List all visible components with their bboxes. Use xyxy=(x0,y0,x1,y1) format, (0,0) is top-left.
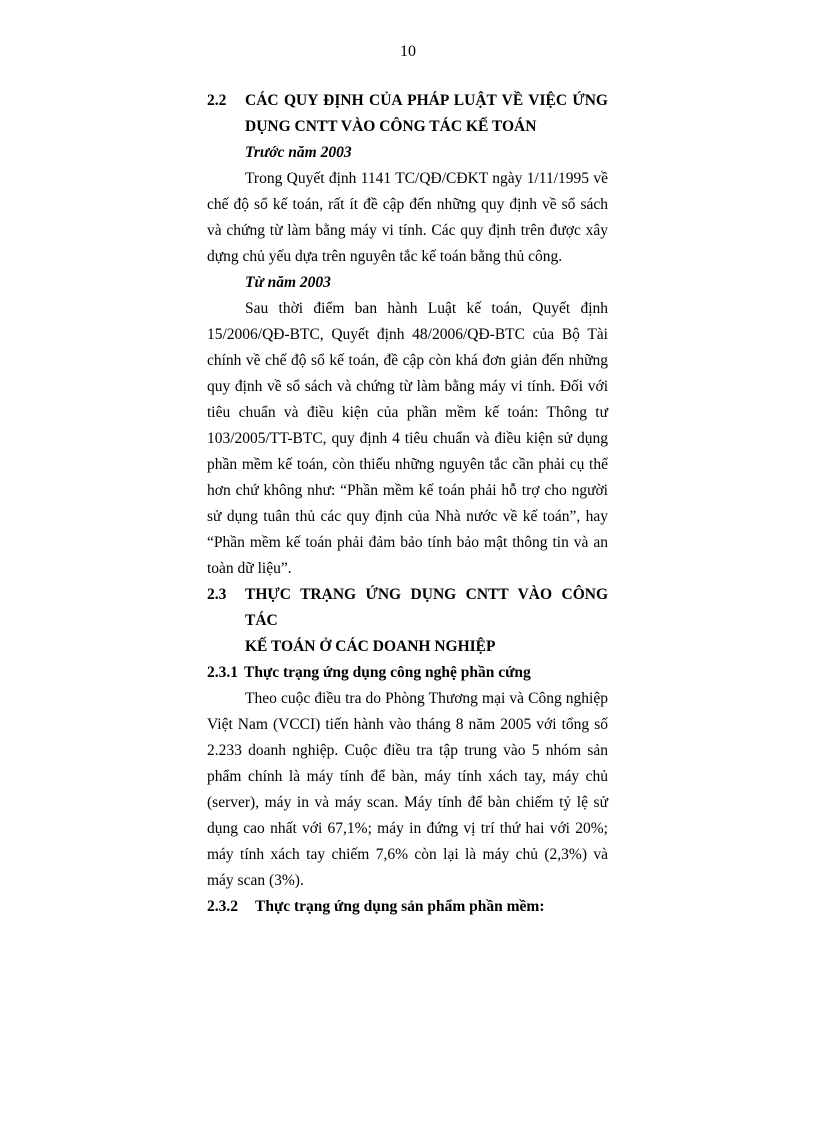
section-heading-2-2 xyxy=(207,88,608,140)
section-title xyxy=(245,582,608,660)
section-title-line-2: KẾ TOÁN Ở CÁC DOANH NGHIỆP xyxy=(245,638,496,655)
section-heading-2-3 xyxy=(207,582,608,660)
section-title xyxy=(245,88,608,140)
section-title-line-1: THỰC TRẠNG ỨNG DỤNG CNTT VÀO CÔNG TÁC xyxy=(245,586,608,629)
page-number: 10 xyxy=(400,43,416,60)
section-title-line-1: CÁC QUY ĐỊNH CỦA PHÁP LUẬT VỀ VIỆC ỨNG xyxy=(245,92,608,109)
paragraph-from-2003: Sau thời điểm ban hành Luật kế toán, Quyết định 15/2006/QĐ-BTC, Quyết định 48/2006/QĐ-BTC của Bộ Tài chính về chế độ sổ kế toán, đề cập còn khá đơn giản đến những quy định về sổ sách và chứng từ làm bằng máy vi tính. Đối với tiêu chuẩn và điều kiện của phần mềm kế toán: Thông tư 103/2005/TT-BTC, quy định 4 tiêu chuẩn và điều kiện sử dụng phần mềm kế toán, còn thiếu những nguyên tắc cần phải cụ thể hơn chứ không như: “Phần mềm kế toán phải hỗ trợ cho người sử dụng tuân thủ các quy định của Nhà nước về kế toán”, hay “Phần mềm kế toán phải đảm bảo tính bảo mật thông tin và an toàn dữ liệu”. xyxy=(207,300,608,577)
subsection-heading-2-3-1 xyxy=(207,660,608,686)
subsection-heading-2-3-2 xyxy=(207,894,608,920)
subsection-title: Thực trạng ứng dụng công nghệ phần cứng xyxy=(244,664,531,681)
section-number: 2.2 xyxy=(207,92,227,109)
subheading-from-2003: Từ năm 2003 xyxy=(245,274,331,291)
subheading-before-2003: Trước năm 2003 xyxy=(245,144,352,161)
document-body xyxy=(207,88,608,920)
section-title-line-2: DỤNG CNTT VÀO CÔNG TÁC KẾ TOÁN xyxy=(245,118,537,135)
subsection-title: Thực trạng ứng dụng sản phẩm phần mềm: xyxy=(255,898,545,915)
paragraph-before-2003: Trong Quyết định 1141 TC/QĐ/CĐKT ngày 1/11/1995 về chế độ sổ kế toán, rất ít đề cập đến những quy định về sổ sách và chứng từ làm bằng máy vi tính. Các quy định trên được xây dựng chủ yếu dựa trên nguyên tắc kế toán bằng thủ công. xyxy=(207,170,608,265)
section-number: 2.3 xyxy=(207,586,227,603)
subsection-number: 2.3.2 xyxy=(207,898,238,915)
paragraph-hardware-survey: Theo cuộc điều tra do Phòng Thương mại và Công nghiệp Việt Nam (VCCI) tiến hành vào tháng 8 năm 2005 với tổng số 2.233 doanh nghiệp. Cuộc điều tra tập trung vào 5 nhóm sản phẩm chính là máy tính để bàn, máy tính xách tay, máy chủ (server), máy in và máy scan. Máy tính để bàn chiếm tỷ lệ sử dụng cao nhất với 67,1%; máy in đứng vị trí thứ hai với 20%; máy tính xách tay chiếm 7,6% còn lại là máy chủ (2,3%) và máy scan (3%). xyxy=(207,690,608,889)
subsection-number: 2.3.1 xyxy=(207,664,238,681)
